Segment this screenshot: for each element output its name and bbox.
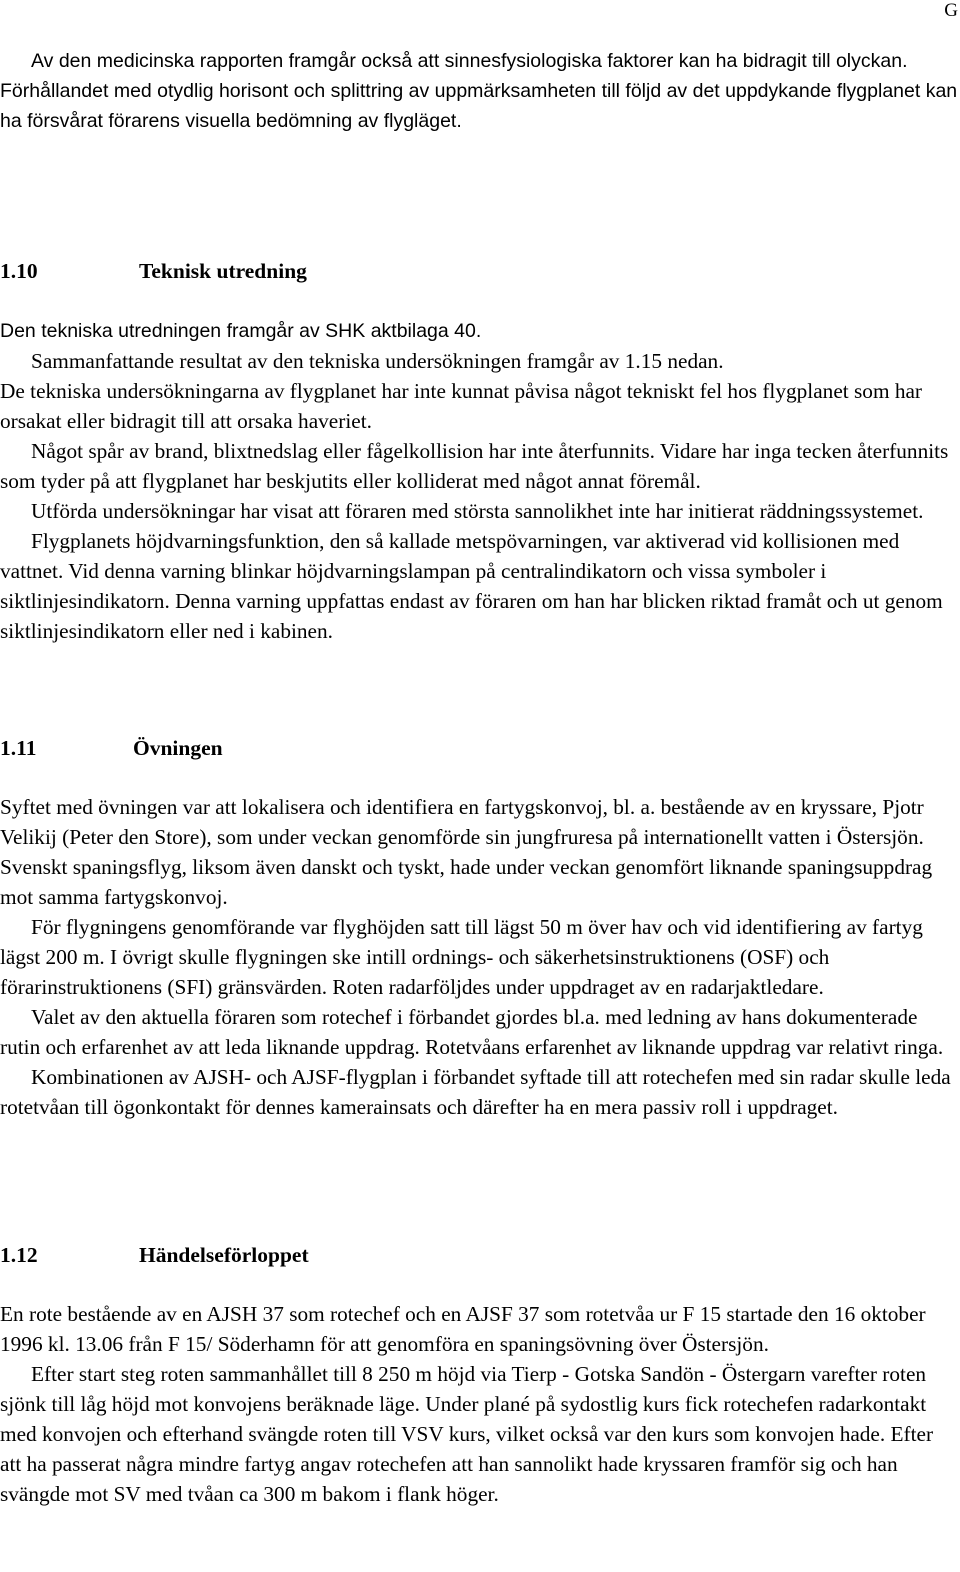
paragraph: Något spår av brand, blixtnedslag eller fågelkollision har inte återfunnits. Vidare har inga tecken återfunnits som tyder på att flygplanet har beskjutits eller kolliderat med något annat föremål. — [0, 439, 949, 493]
paragraph: Flygplanets höjdvarningsfunktion, den så kallade metspövarningen, var aktiverad vid kollisionen med vattnet. Vid denna varning blinkar höjdvarningslampan på centralindikatorn och vissa symboler i siktlinjesindikatorn. Denna varning uppfattas endast av föraren om han har blicken riktad framåt och ut genom siktlinjesindikatorn eller ned i kabinen. — [0, 529, 943, 643]
section-number: 1.12 — [0, 1243, 38, 1267]
paragraph: En rote bestående av en AJSH 37 som rotechef och en AJSF 37 som rotetvåa ur F 15 startade den 16 oktober 1996 kl. 13.06 från F 15/ Söderhamn för att genomföra en spaningsövning över Östersjön. — [0, 1302, 926, 1356]
page-marker: G — [944, 0, 958, 21]
section-1-10-lead — [0, 316, 958, 346]
paragraph: För flygningens genomförande var flyghöjden satt till lägst 50 m över hav och vid identifiering av fartyg lägst 200 m. I övrigt skulle flygningen ske intill ordnings- och säkerhetsinstruktionens (OSF) och förarinstruktionens (SFI) gränsvärden. Roten radarföljdes under uppdraget av en radarjaktledare. — [0, 915, 923, 999]
paragraph: Efter start steg roten sammanhållet till 8 250 m höjd via Tierp - Gotska Sandön - Östergarn varefter roten sjönk till låg höjd mot konvojens beräknade läge. Under plané på sydostlig kurs fick rotechefen radarkontakt med konvojen och efterhand svängde roten till VSV kurs, vilket också var den kurs som konvojen hade. Efter att ha passerat några mindre fartyg angav rotechefen att han sannolikt hade kryssaren framför sig och han svängde mot SV med tvåan ca 300 m bakom i flank höger. — [0, 1362, 934, 1506]
section-1-10-body — [0, 346, 958, 646]
section-number: 1.10 — [0, 259, 38, 283]
lead-paragraph: Den tekniska utredningen framgår av SHK aktbilaga 40. — [0, 320, 482, 342]
section-title: Händelseförloppet — [139, 1243, 309, 1267]
section-title: Teknisk utredning — [139, 259, 307, 283]
intro-paragraph: Av den medicinska rapporten framgår också att sinnesfysiologiska faktorer kan ha bidragit till olyckan. Förhållandet med otydlig horisont och splittring av uppmärksamheten till följd av det uppdykande flygplanet kan ha försvårat förarens visuella bedömning av flygläget. — [0, 50, 958, 132]
section-heading-1-12 — [0, 1240, 309, 1270]
section-title: Övningen — [133, 736, 223, 760]
paragraph: Kombinationen av AJSH- och AJSF-flygplan i förbandet syftade till att rotechefen med sin radar skulle leda rotetvåan till ögonkontakt för dennes kamerainsats och därefter ha en mera passiv roll i uppdraget. — [0, 1065, 951, 1119]
paragraph: Syftet med övningen var att lokalisera och identifiera en fartygskonvoj, bl. a. bestående av en kryssare, Pjotr Velikij (Peter den Store), som under veckan genomförde sin jungfruresa på internationellt vatten i Östersjön. Svenskt spaningsflyg, liksom även danskt och tyskt, hade under veckan genomfört liknande spaningsuppdrag mot samma fartygskonvoj. — [0, 795, 933, 909]
intro-section — [0, 46, 958, 136]
section-1-12-body — [0, 1299, 958, 1509]
section-number: 1.11 — [0, 736, 37, 760]
paragraph: De tekniska undersökningarna av flygplanet har inte kunnat påvisa något tekniskt fel hos flygplanet som har orsakat eller bidragit till att orsaka haveriet. — [0, 379, 923, 433]
paragraph: Sammanfattande resultat av den tekniska undersökningen framgår av 1.15 nedan. — [31, 349, 724, 373]
section-heading-1-10 — [0, 256, 307, 286]
section-heading-1-11 — [0, 733, 223, 763]
paragraph: Utförda undersökningar har visat att föraren med största sannolikhet inte har initierat räddningssystemet. — [31, 499, 924, 523]
paragraph: Valet av den aktuella föraren som rotechef i förbandet gjordes bl.a. med ledning av hans dokumenterade rutin och erfarenhet av att leda liknande uppdrag. Rotetvåans erfarenhet av liknande uppdrag var relativt ringa. — [0, 1005, 944, 1059]
section-1-11-body — [0, 792, 958, 1122]
